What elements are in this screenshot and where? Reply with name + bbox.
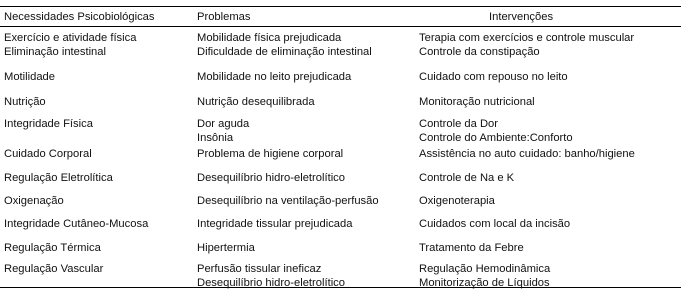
cell-problema: Integridade tissular prejudicada	[197, 218, 353, 230]
cell-intervencao: Controle da Dor	[419, 118, 498, 130]
cell-necessidade: Oxigenação	[4, 195, 64, 207]
cell-necessidade: Eliminação intestinal	[4, 46, 106, 58]
header-intervencoes: Intervenções	[489, 11, 554, 23]
cell-intervencao: Controle de Na e K	[419, 172, 515, 184]
cell-necessidade: Exercício e atividade física	[4, 32, 137, 44]
cell-problema: Problema de higiene corporal	[197, 148, 344, 160]
cell-problema: Perfusão tissular ineficaz	[197, 263, 322, 275]
cell-intervencao: Cuidado com repouso no leito	[419, 71, 568, 83]
cell-necessidade: Integridade Física	[4, 118, 93, 130]
cell-problema: Insônia	[197, 132, 234, 144]
header-problemas: Problemas	[197, 11, 251, 23]
cell-necessidade: Regulação Vascular	[4, 263, 104, 275]
cell-intervencao: Controle do Ambiente:Conforto	[419, 132, 573, 144]
cell-intervencao: Terapia com exercícios e controle muscular	[419, 32, 635, 44]
cell-intervencao: Cuidados com local da incisão	[419, 218, 571, 230]
cell-problema: Dificuldade de eliminação intestinal	[197, 46, 372, 58]
cell-necessidade: Motilidade	[4, 71, 55, 83]
cell-necessidade: Nutrição	[4, 96, 46, 108]
cell-necessidade: Integridade Cutâneo-Mucosa	[4, 218, 149, 230]
cell-problema: Desequilíbrio hidro-eletrolítico	[197, 277, 345, 289]
cell-problema: Dor aguda	[197, 118, 250, 130]
cell-intervencao: Assistência no auto cuidado: banho/higiene	[419, 148, 635, 160]
cell-necessidade: Regulação Térmica	[4, 242, 101, 254]
cell-problema: Nutrição desequilibrada	[197, 96, 315, 108]
cell-problema: Mobilidade no leito prejudicada	[197, 71, 352, 83]
cell-intervencao: Regulação Hemodinâmica	[419, 263, 551, 275]
cell-intervencao: Monitoração nutricional	[419, 96, 535, 108]
header-necessidades: Necessidades Psicobiológicas	[4, 11, 155, 23]
cell-intervencao: Tratamento da Febre	[419, 242, 524, 254]
cell-necessidade: Regulação Eletrolítica	[4, 172, 113, 184]
table-top-rule	[0, 6, 681, 7]
cell-problema: Desequilíbrio hidro-eletrolítico	[197, 172, 345, 184]
cell-problema: Mobilidade física prejudicada	[197, 32, 342, 44]
cell-necessidade: Cuidado Corporal	[4, 148, 92, 160]
cell-intervencao: Controle da constipação	[419, 46, 540, 58]
cell-intervencao: Oxigenoterapia	[419, 195, 495, 207]
table-header-rule	[0, 26, 681, 27]
cell-problema: Hipertermia	[197, 242, 255, 254]
cell-intervencao: Monitorização de Líquidos	[419, 277, 550, 289]
cell-problema: Desequilíbrio na ventilação-perfusão	[197, 195, 379, 207]
